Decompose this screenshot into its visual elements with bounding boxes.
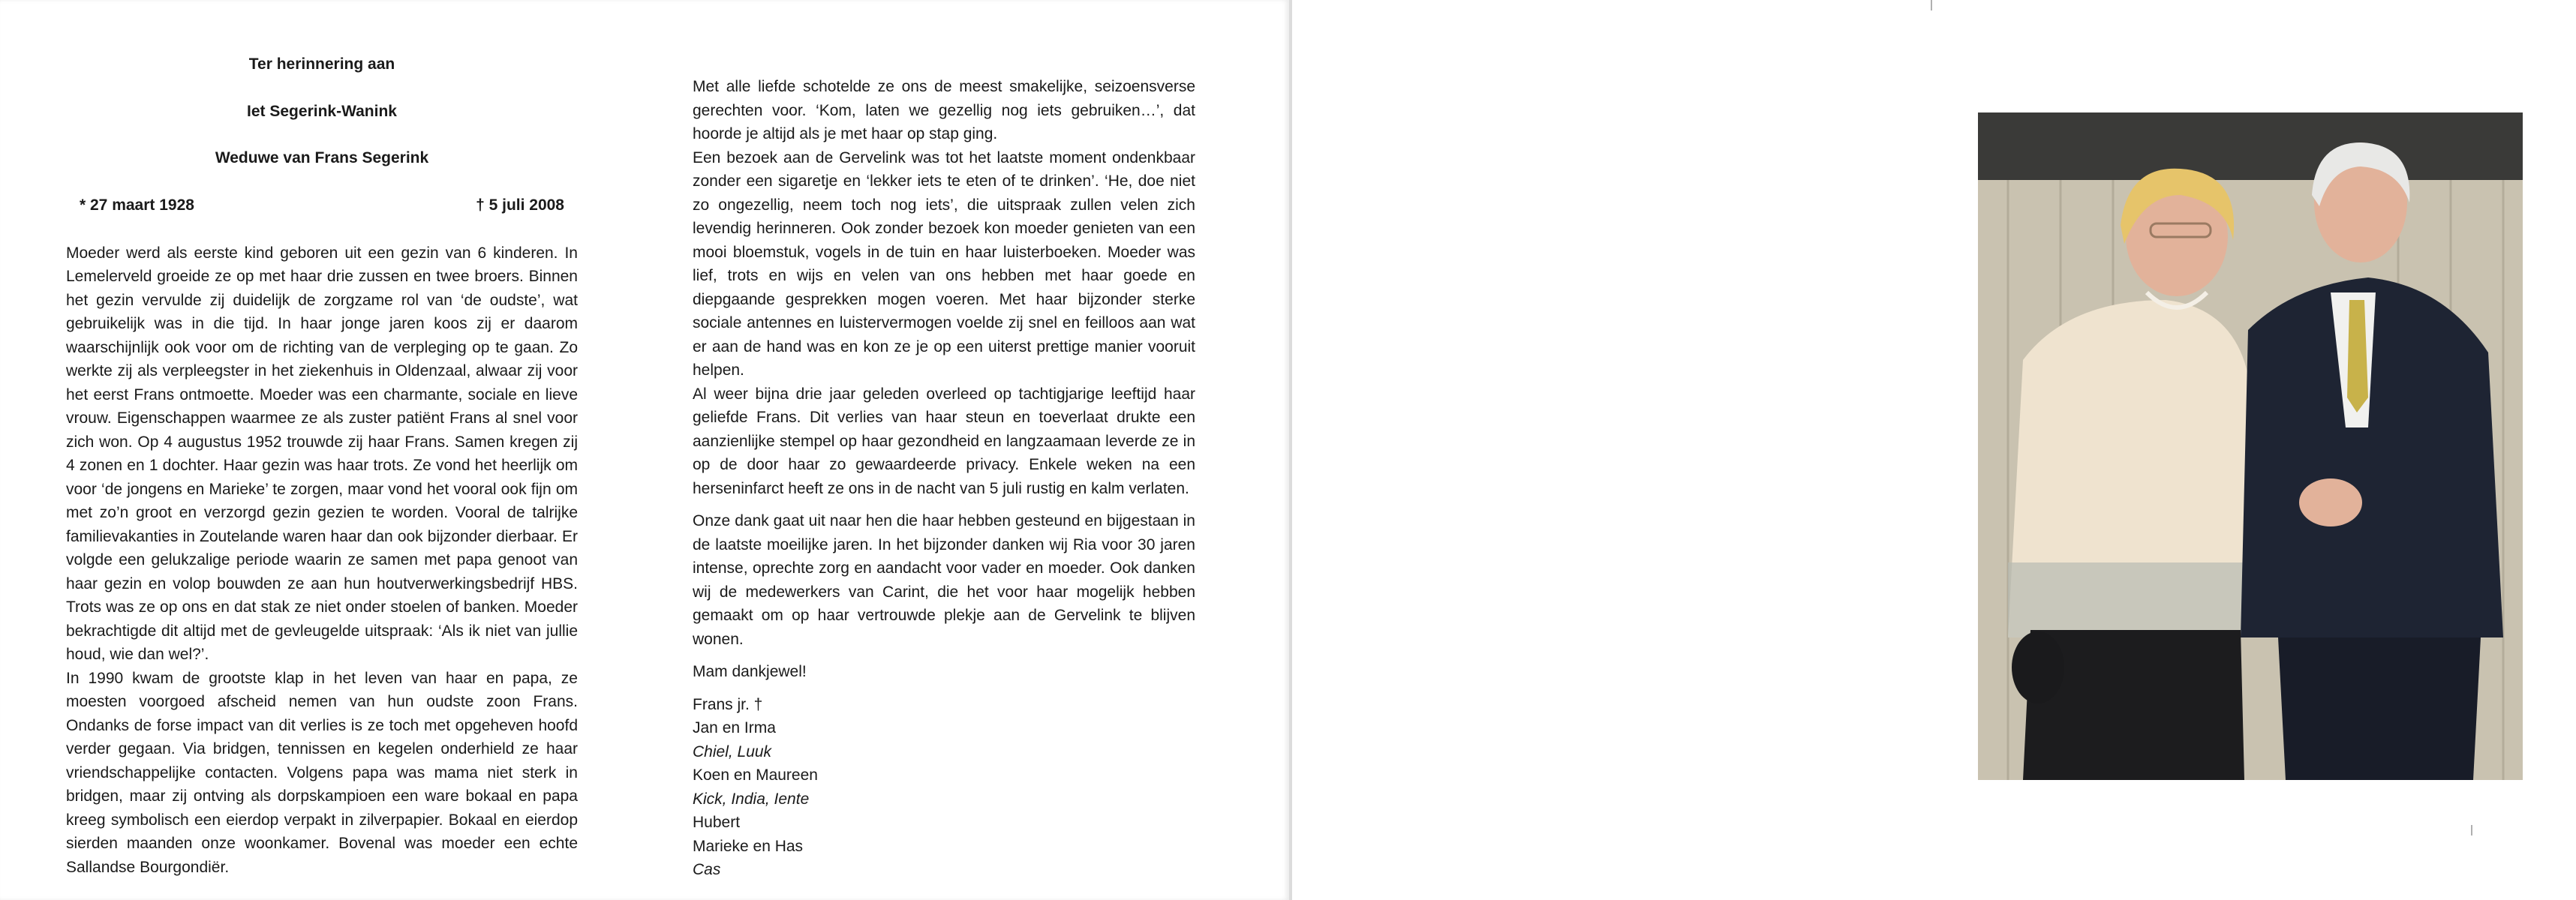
- biography-paragraph: In 1990 kwam de grootste klap in het leven van haar en papa, ze moesten voorgoed afscheid nemen van hun oudste zoon Frans. Ondanks de forse impact van dit verlies is ze toch met opgeheven hoofd verder gegaan. Via bridgen, tennissen en kegelen onderhield ze haar vriendschappelijke contacten. Volgens papa was mama niet sterk in bridgen, maar zij ontving als dorpskampioen een ware bokaal en papa kreeg symbolisch een eierdop verpakt in zilverpapier. Bokaal en eierdop sierden maanden onze woonkamer. Bovenal was moeder een echte Sallandse Bourgondiër.: [66, 669, 578, 876]
- death-date: † 5 juli 2008: [476, 196, 564, 214]
- column-right: [693, 75, 1195, 882]
- family-member: Jan en Irma: [693, 719, 776, 736]
- biography-paragraph: Met alle liefde schotelde ze ons de meest smakelijke, seizoensverse gerechten voor. ‘Kom, laten we gezellig nog iets gebruiken…’, dat hoorde je altijd als je met haar op stap ging.: [693, 78, 1195, 142]
- widow-line: Weduwe van Frans Segerink: [215, 149, 429, 166]
- biography-paragraph: Al weer bijna drie jaar geleden overleed op tachtigjarige leeftijd haar geliefde Frans. Dit verlies van haar steun en toeverlaat drukte een aanzienlijke stempel op haar gezondheid en langzaamaan leverde ze in op de door haar zo gewaardeerde privacy. Enkele weken na een herseninfarct heeft ze ons in de nacht van 5 juli rustig en kalm verlaten.: [693, 385, 1195, 497]
- biography-paragraph: Moeder werd als eerste kind geboren uit een gezin van 6 kinderen. In Lemelerveld groeide ze op met haar drie zussen en twee broers. Binnen het gezin vervulde zij duidelijk de zorgzame rol van ‘de oudste’, wat gebruikelijk was in die tijd. In haar jonge jaren koos zij er daarom waarschijnlijk ook voor om de richting van de verpleging op te gaan. Zo werkte zij als verpleegster in het ziekenhuis in Oldenzaal, alwaar zij voor het eerst Frans ontmoette. Moeder was een charmante, sociale en lieve vrouw. Eigenschappen waarmee ze als zuster patiënt Frans al snel voor zich won. Op 4 augustus 1952 trouwde zij haar Frans. Samen kregen zij 4 zonen en 1 dochter. Haar gezin was haar trots. Ze vond het heerlijk om voor ‘de jongens en Marieke’ te zorgen, maar vond het vooral ook fijn om met zo’n groot en verzorgd gezin gezien te worden. Vooral de talrijke familievakanties in Zoutelande waren haar dan ook bijzonder dierbaar. Er volgde een gelukzalige periode waarin ze samen met papa genoot van haar gezin en volop bouwden ze aan hun houtverwerkingsbedrijf HBS. Trots was ze op ons en dat stak ze niet onder stoelen of banken. Moeder bekrachtigde dit altijd met de gevleugelde uitspraak: ‘Als ik niet van jullie houd, wie dan wel?’.: [66, 244, 578, 663]
- thanks-paragraph: Onze dank gaat uit naar hen die haar hebben gesteund en bijgestaan in de laatste moeilijke jaren. In het bijzonder danken wij Ria voor 30 jaren intense, oprechte zorg en aandacht voor vader en moeder. Ook danken wij de medewerkers van Carint, die het voor haar mogelijk hebben gemaakt om op haar vertrouwde plekje aan de Gervelink te blijven wonen.: [693, 512, 1195, 648]
- memorial-heading: Ter herinnering aan: [248, 56, 395, 73]
- biography-paragraph: Een bezoek aan de Gervelink was tot het laatste moment ondenkbaar zonder een sigaretje en ‘lekker iets te eten of te drinken’. ‘He, doe niet zo ongezellig, neem toch nog iets’, die uitspraak zullen velen zich levendig herinneren. Ook zonder bezoek kon moeder genieten van een mooi bloemstuk, vogels in de tuin en haar luisterboeken. Moeder was lief, trots en wijs en velen van ons hebben met haar goede en diepgaande gesprekken mogen voeren. Met haar bijzonder sterke sociale antennes en luistervermogen voelde zij snel en feilloos aan wat er aan de hand was en kon ze je op een uiterst prettige manier vooruit helpen.: [693, 148, 1195, 379]
- family-member: Kick, India, Iente: [693, 790, 810, 808]
- family-signature-list: [693, 693, 1195, 882]
- couple-photo-icon: [1978, 112, 2523, 780]
- family-member: Marieke en Has: [693, 837, 804, 855]
- fold-mark: [2471, 825, 2472, 836]
- fold-mark: [1931, 0, 1932, 10]
- family-member: Cas: [693, 861, 721, 878]
- closing-line: Mam dankjewel!: [693, 663, 807, 680]
- family-member: Hubert: [693, 814, 741, 831]
- birth-date: * 27 maart 1928: [80, 196, 194, 214]
- life-dates: [66, 194, 578, 218]
- family-member: Chiel, Luuk: [693, 742, 772, 760]
- deceased-name: Iet Segerink-Wanink: [247, 102, 397, 120]
- family-member: Koen en Maureen: [693, 766, 818, 784]
- family-member: Frans jr. †: [693, 695, 763, 713]
- column-left: [66, 52, 578, 879]
- couple-photo-illustration: [1978, 112, 2523, 780]
